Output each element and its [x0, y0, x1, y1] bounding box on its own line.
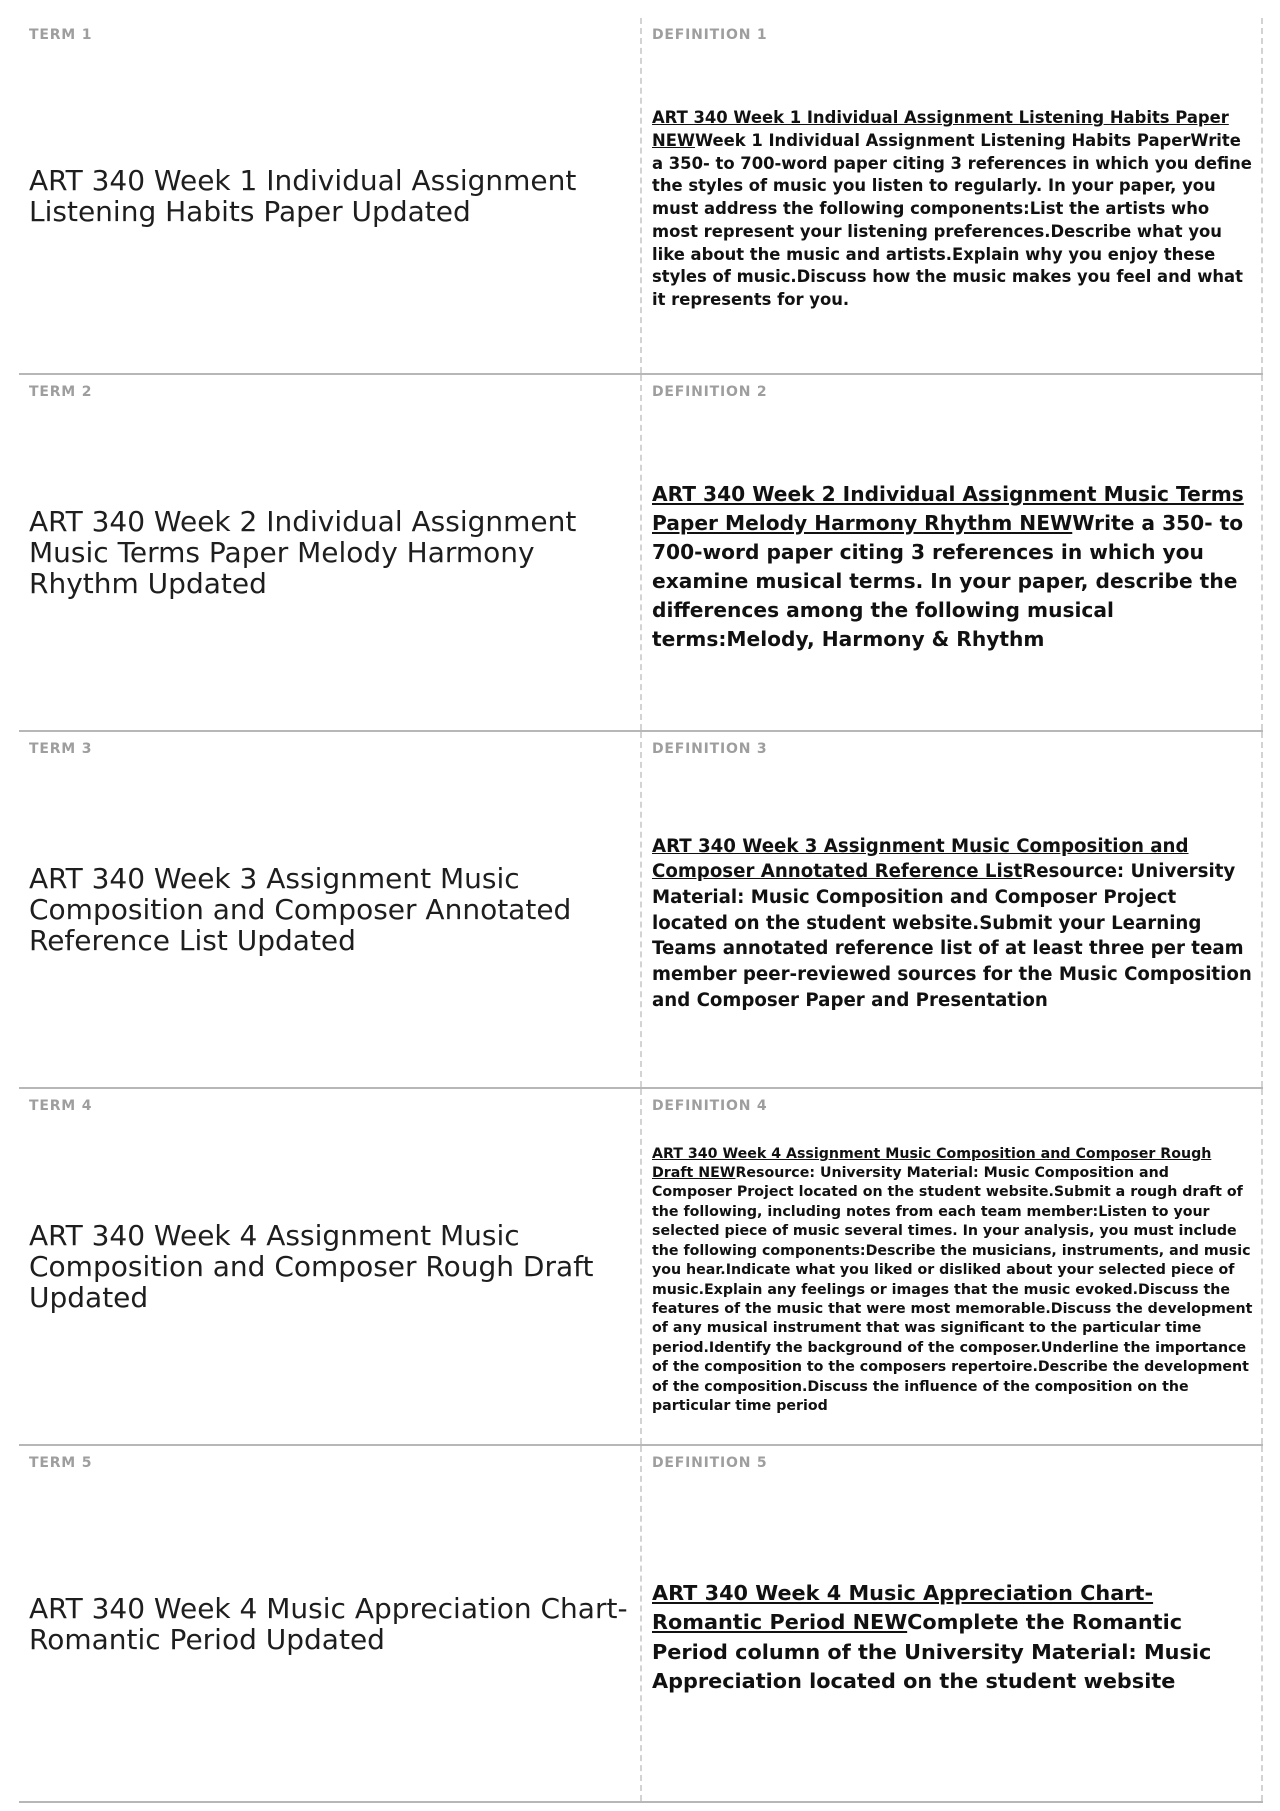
definition-text-1: Week 1 Individual Assignment Listening Habits PaperWrite a 350- to 700-word paper citing 3 references in which you define the styles of music you listen to regularly. In your paper, you must address the following components:List the artists who most represent your listening preferences.Describe what you like about the music and artists.Explain why you enjoy these styles of music.Discuss how the music makes you feel and what it represents for you. [652, 131, 1252, 309]
term-cell-4 [19, 1089, 642, 1444]
term-text-1: ART 340 Week 1 Individual Assignment Listening Habits Paper Updated [29, 163, 577, 228]
definition-label-1: DEFINITION 1 [652, 27, 768, 43]
term-text-3: ART 340 Week 3 Assignment Music Composition and Composer Annotated Reference List Updated [29, 862, 572, 957]
card-row-1 [19, 18, 1263, 375]
card-row-4 [19, 1089, 1263, 1446]
term-label-5: TERM 5 [29, 1455, 93, 1471]
definition-text-4: Resource: University Material: Music Composition and Composer Project located on the student website.Submit a rough draft of the following, including notes from each team member:Listen to your selected piece of music several times. In your analysis, you must include the following components:Describe the musicians, instruments, and music you hear.Indicate what you liked or disliked about your selected piece of music.Explain any feelings or images that the music evoked.Discuss the features of the music that were most memorable.Discuss the development of any musical instrument that was significant to the particular time period.Identify the background of the composer.Underline the importance of the composition to the composers repertoire.Describe the development of the composition.Discuss the influence of the composition on the particular time period [652, 1165, 1253, 1414]
definition-1 [652, 107, 1253, 311]
definition-cell-4 [642, 1089, 1263, 1444]
definition-4 [652, 1145, 1253, 1417]
definition-label-4: DEFINITION 4 [652, 1098, 768, 1114]
definition-text-5: Complete the Romantic Period column of the University Material: Music Appreciation located on the student website [652, 1610, 1212, 1693]
term-cell-5 [19, 1446, 642, 1801]
term-cell-3 [19, 732, 642, 1087]
term-text-4: ART 340 Week 4 Assignment Music Composition and Composer Rough Draft Updated [29, 1219, 594, 1314]
term-label-4: TERM 4 [29, 1098, 93, 1114]
term-label-3: TERM 3 [29, 741, 93, 757]
definition-cell-5 [642, 1446, 1263, 1801]
term-text-5: ART 340 Week 4 Music Appreciation Chart- Romantic Period Updated [29, 1591, 628, 1656]
definition-2 [652, 480, 1253, 654]
term-label-2: TERM 2 [29, 384, 93, 400]
definition-text-3: Resource: University Material: Music Composition and Composer Project located on the student website.Submit your Learning Teams annotated reference list of at least three per team member peer-reviewed sources for the Music Composition and Composer Paper and Presentation [652, 861, 1252, 1011]
card-row-5 [19, 1446, 1263, 1803]
definition-cell-3 [642, 732, 1263, 1087]
definition-heading-1: ART 340 Week 1 Individual Assignment Listening Habits Paper NEW [652, 108, 1229, 151]
term-text-2: ART 340 Week 2 Individual Assignment Music Terms Paper Melody Harmony Rhythm Updated [29, 505, 577, 600]
term-cell-2 [19, 375, 642, 730]
card-row-2 [19, 375, 1263, 732]
definition-heading-3: ART 340 Week 3 Assignment Music Composition and Composer Annotated Reference List [652, 835, 1189, 883]
definition-3 [652, 834, 1253, 1014]
definition-5 [652, 1579, 1253, 1696]
term-cell-1 [19, 18, 642, 373]
definition-cell-2 [642, 375, 1263, 730]
definition-label-5: DEFINITION 5 [652, 1455, 768, 1471]
definition-heading-2: ART 340 Week 2 Individual Assignment Music Terms Paper Melody Harmony Rhythm NEW [652, 481, 1244, 535]
definition-heading-4: ART 340 Week 4 Assignment Music Composition and Composer Rough Draft NEW [652, 1145, 1212, 1182]
card-row-3 [19, 732, 1263, 1089]
definition-label-3: DEFINITION 3 [652, 741, 768, 757]
definition-text-2: Write a 350- to 700-word paper citing 3 references in which you examine musical terms. In your paper, describe the differences among the following musical terms:Melody, Harmony & Rhythm [652, 510, 1244, 651]
definition-heading-5: ART 340 Week 4 Music Appreciation Chart- Romantic Period NEW [652, 1580, 1154, 1635]
flashcard-sheet [19, 18, 1263, 1803]
term-label-1: TERM 1 [29, 27, 93, 43]
definition-cell-1 [642, 18, 1263, 373]
definition-label-2: DEFINITION 2 [652, 384, 768, 400]
